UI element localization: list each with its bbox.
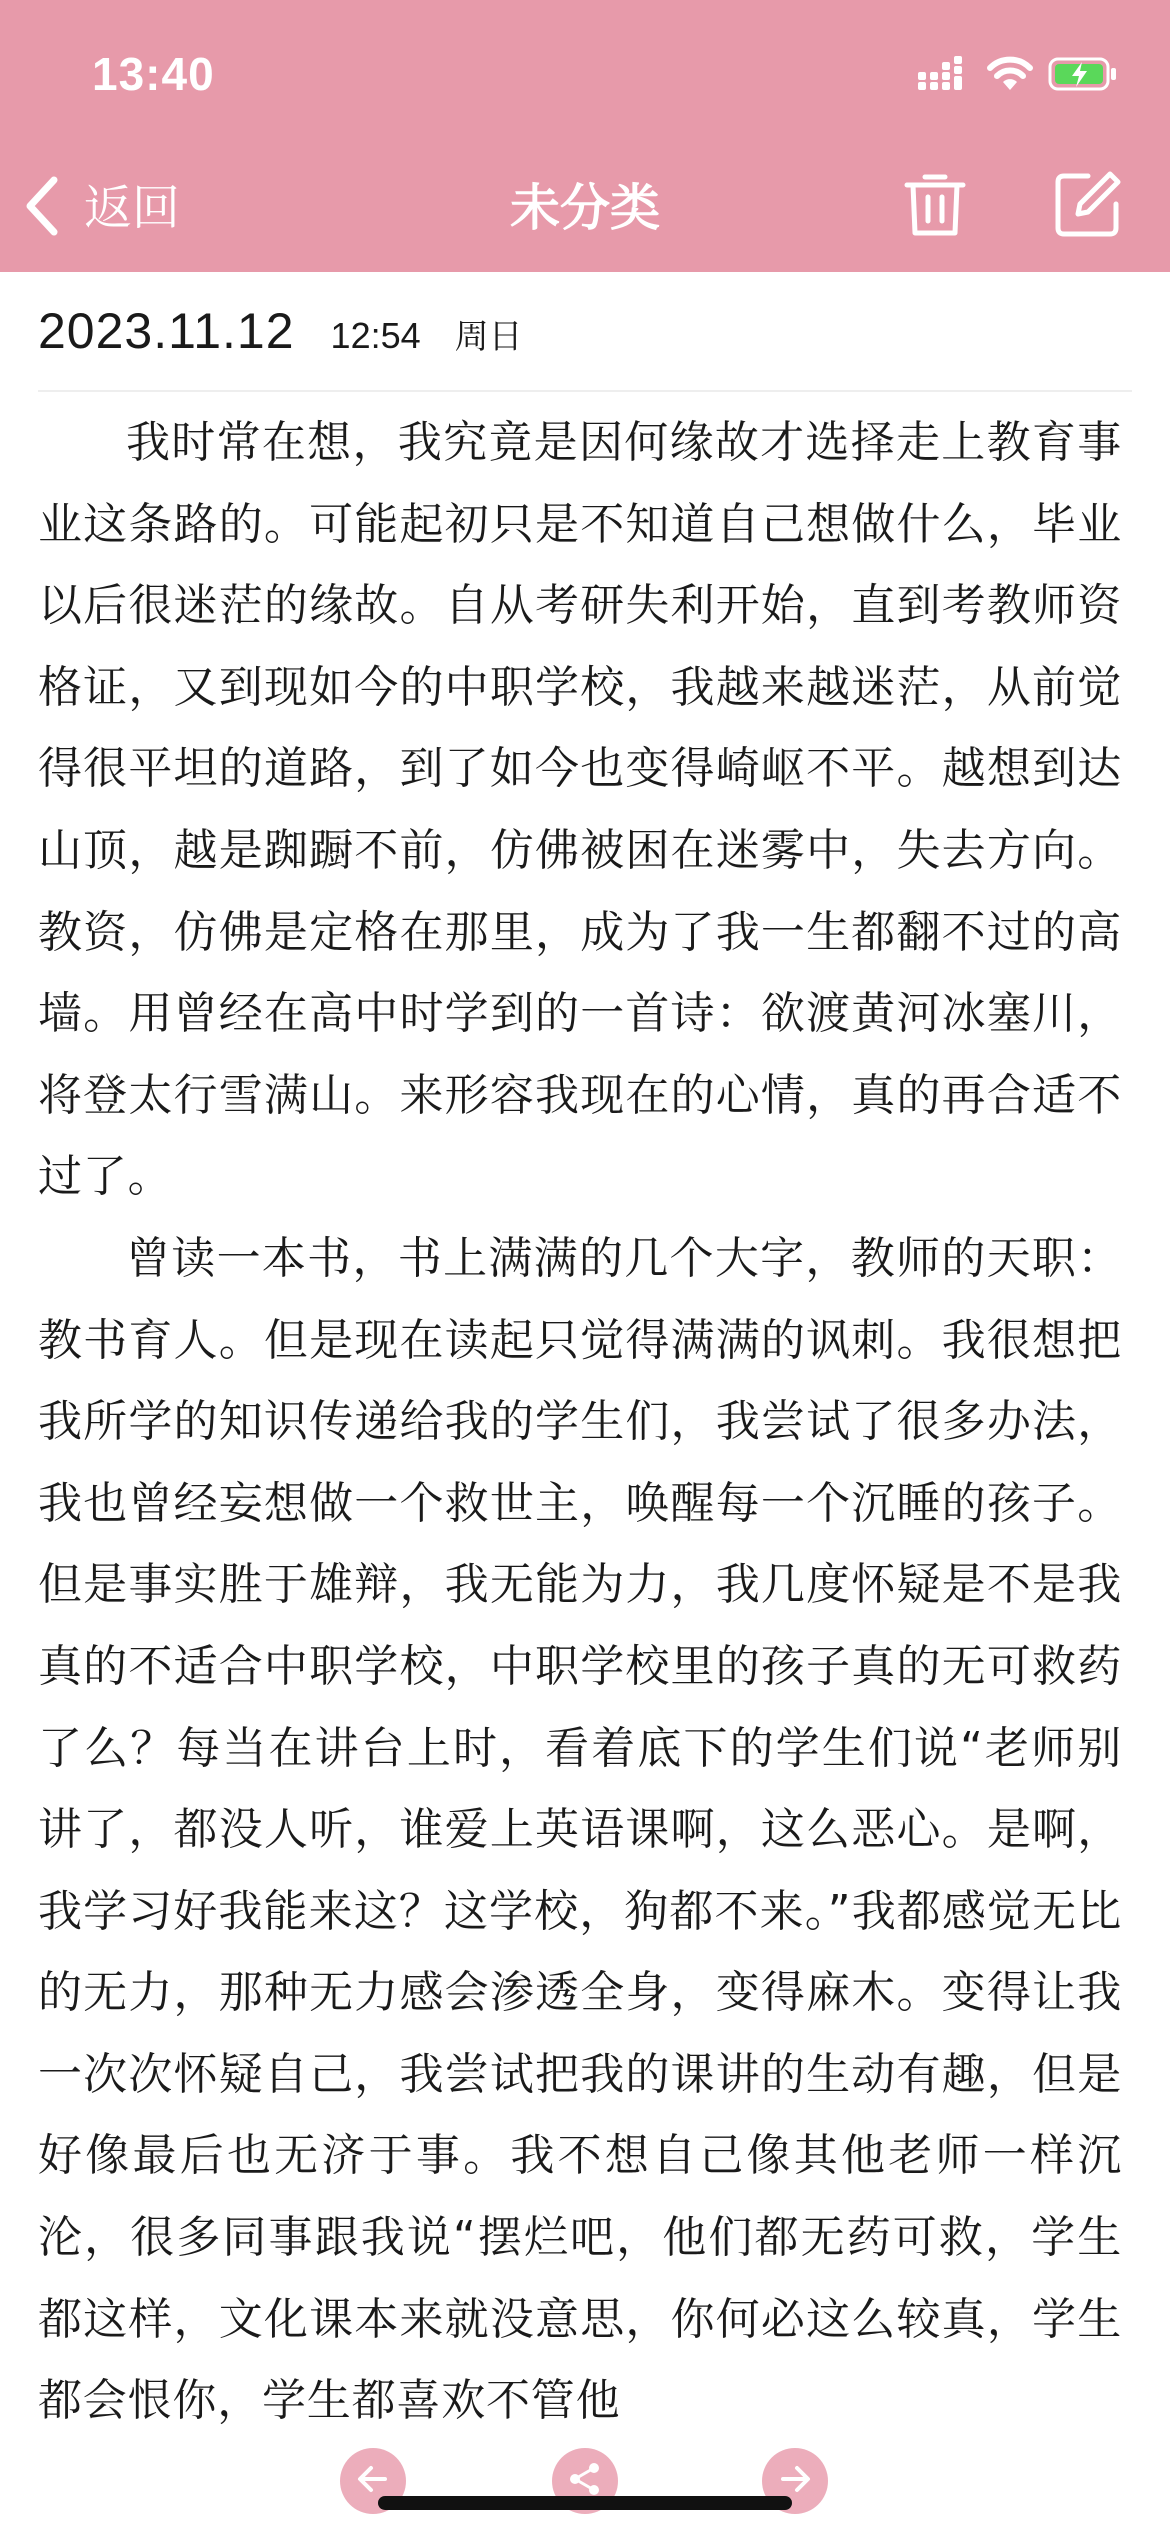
status-icons [918, 50, 1118, 98]
divider [38, 390, 1132, 392]
note-content[interactable] [38, 402, 1122, 2532]
edit-button[interactable] [1048, 164, 1128, 248]
navigation-header [0, 0, 1170, 272]
note-date: 2023.11.12 [38, 303, 295, 359]
trash-icon [903, 169, 967, 243]
note-weekday: 周日 [454, 317, 523, 357]
battery-charging-icon [1048, 56, 1118, 92]
wifi-icon [986, 56, 1034, 92]
delete-button[interactable] [895, 164, 975, 248]
signal-icon [918, 56, 972, 92]
back-label: 返回 [84, 180, 181, 236]
chevron-left-icon [22, 174, 62, 242]
page-title: 未分类 [510, 179, 660, 237]
note-paragraph: 我时常在想，我究竟是因何缘故才选择走上教育事业这条路的。可能起初只是不知道自己想做什么，毕业以后很迷茫的缘故。自从考研失利开始，直到考教师资格证，又到现如今的中职学校，我越来越迷茫，从前觉得很平坦的道路，到了如今也变得崎岖不平。越想到达山顶，越是踟蹰不前，仿佛被困在迷雾中，失去方向。教资，仿佛是定格在那里，成为了我一生都翻不过的高墙。用曾经在高中时学到的一首诗：欲渡黄河冰塞川，将登太行雪满山。来形容我现在的心情，真的再合适不过了。 [38, 417, 1122, 1203]
home-indicator[interactable] [378, 2496, 792, 2510]
edit-icon [1054, 170, 1122, 242]
note-paragraph: 曾读一本书，书上满满的几个大字，教师的天职：教书育人。但是现在读起只觉得满满的讽刺。我很想把我所学的知识传递给我的学生们，我尝试了很多办法，我也曾经妄想做一个救世主，唤醒每一个沉睡的孩子。但是事实胜于雄辩，我无能为力，我几度怀疑是不是我真的不适合中职学校，中职学校里的孩子真的无可救药了么？每当在讲台上时，看着底下的学生们说“老师别讲了，都没人听，谁爱上英语课啊，这么恶心。是啊，我学习好我能来这？这学校，狗都不来。”我都感觉无比的无力，那种无力感会渗透全身，变得麻木。变得让我一次次怀疑自己，我尝试把我的课讲的生动有趣，但是好像最后也无济于事。我不想自己像其他老师一样沉沦，很多同事跟我说“摆烂吧，他们都无药可救，学生都这样，文化课本来就没意思，你何必这么较真，学生都会恨你，学生都喜欢不管他 [38, 1232, 1122, 2427]
status-time: 13:40 [92, 48, 215, 100]
note-meta [38, 296, 523, 366]
back-button[interactable] [22, 168, 180, 248]
note-time: 12:54 [330, 315, 421, 356]
